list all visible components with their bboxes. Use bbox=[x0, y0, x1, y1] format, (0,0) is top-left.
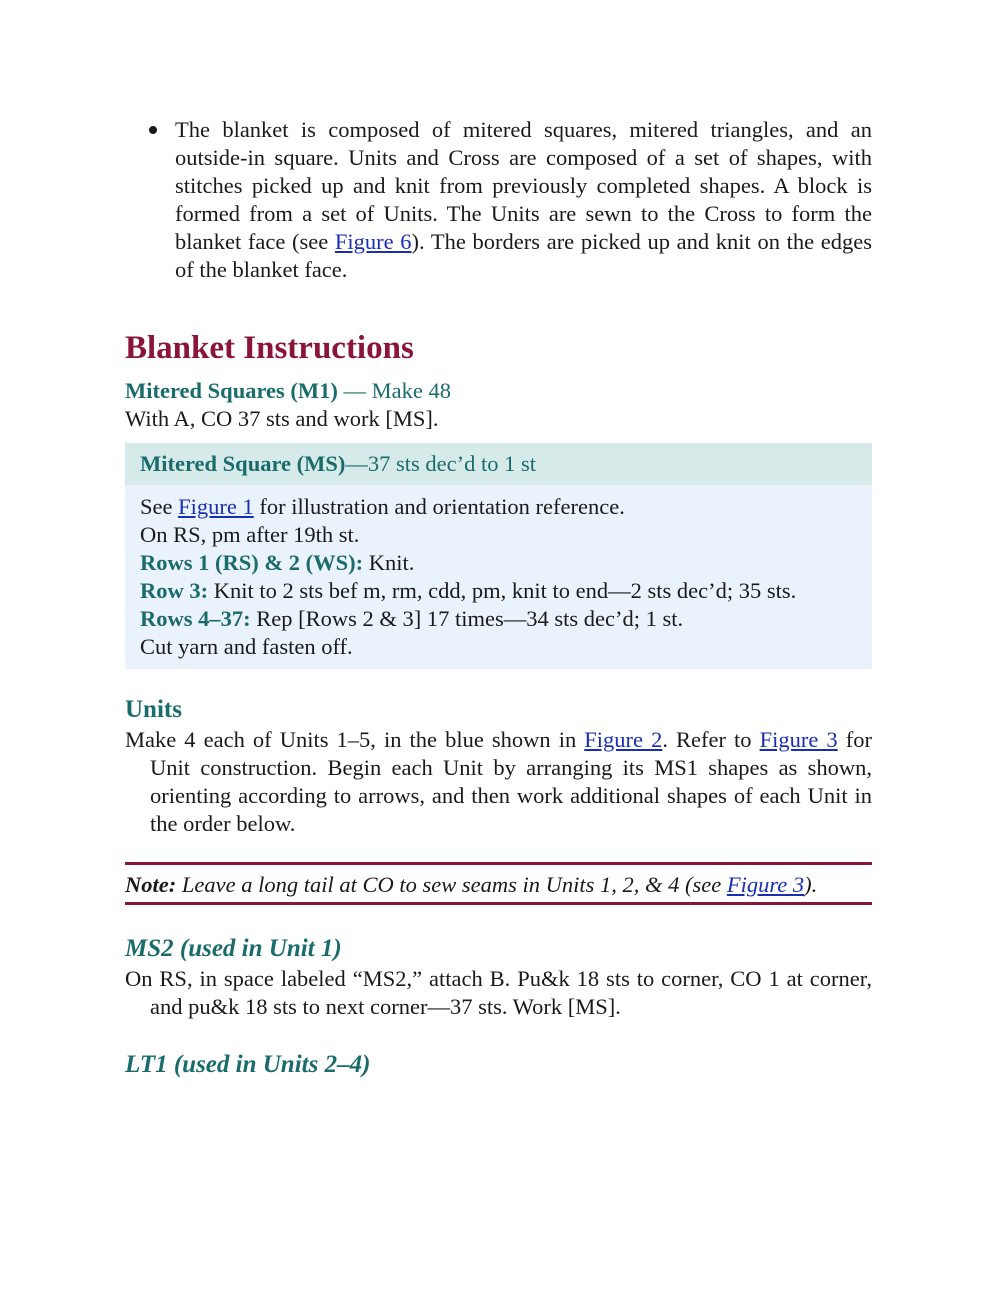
intro-text-end: ). The borders are picked up and knit on the edges of the blanket face. bbox=[175, 229, 872, 282]
box-line-figure-ref bbox=[140, 493, 857, 521]
note-figure-3-link[interactable]: Figure 3 bbox=[726, 872, 805, 897]
units-text-1: Make 4 each of Units 1–5, in the blue shown in bbox=[125, 727, 585, 752]
ms2-heading: MS2 (used in Unit 1) bbox=[125, 935, 342, 962]
note-end: ). bbox=[804, 872, 818, 897]
note-box bbox=[125, 862, 872, 905]
ms2-text: On RS, in space labeled “MS2,” attach B. Pu&k 18 sts to corner, CO 1 at corner, and pu&k 18 sts to next corner—37 sts. Work [MS]. bbox=[125, 966, 872, 1019]
units-heading: Units bbox=[125, 696, 182, 723]
intro-bullet-text bbox=[175, 116, 872, 284]
figure-1-link[interactable]: Figure 1 bbox=[178, 494, 254, 519]
mitered-squares-title: Mitered Squares (M1) bbox=[125, 378, 338, 403]
box-row-4-37 bbox=[140, 605, 857, 633]
box-row-3 bbox=[140, 577, 857, 605]
row-3-label: Row 3: bbox=[140, 578, 209, 603]
figure-2-link[interactable]: Figure 2 bbox=[584, 727, 663, 752]
units-text-2: . Refer to bbox=[662, 727, 760, 752]
box-title: Mitered Square (MS) bbox=[140, 451, 346, 476]
row-3-text: Knit to 2 sts bef m, rm, cdd, pm, knit to end—2 sts dec’d; 35 sts. bbox=[208, 578, 797, 603]
box-line-cut-yarn: Cut yarn and fasten off. bbox=[140, 634, 353, 659]
box-title-suffix: —37 sts dec’d to 1 st bbox=[345, 451, 537, 476]
mitered-squares-text: With A, CO 37 sts and work [MS]. bbox=[125, 406, 439, 431]
mitered-squares-suffix: — Make 48 bbox=[337, 378, 451, 403]
bullet-icon bbox=[149, 126, 157, 134]
mitered-square-box-header bbox=[125, 443, 872, 485]
units-text bbox=[125, 726, 872, 838]
figure-6-link[interactable]: Figure 6 bbox=[334, 229, 412, 254]
mitered-squares-heading bbox=[125, 377, 872, 405]
box-line-pm: On RS, pm after 19th st. bbox=[140, 522, 360, 547]
note-label: Note: bbox=[125, 872, 177, 897]
note-text: Leave a long tail at CO to sew seams in Units 1, 2, & 4 (see bbox=[176, 872, 727, 897]
figure-3-link[interactable]: Figure 3 bbox=[759, 727, 838, 752]
mitered-square-box-body bbox=[125, 485, 872, 669]
row-4-37-label: Rows 4–37: bbox=[140, 606, 251, 631]
box-row-1-2 bbox=[140, 549, 857, 577]
intro-text: The blanket is composed of mitered squares, mitered triangles, and an outside-in square. Units and Cross are composed of a set of shapes, with stitches picked up and knit from previously completed shapes. A block is formed from a set of Units. The Units are sewn to the Cross to form the blanket face (see bbox=[175, 117, 872, 254]
box-line1-pre: See bbox=[140, 494, 179, 519]
row-1-2-label: Rows 1 (RS) & 2 (WS): bbox=[140, 550, 364, 575]
lt1-heading: LT1 (used in Units 2–4) bbox=[125, 1051, 371, 1078]
units-text-3: for Unit construction. Begin each Unit by arranging its MS1 shapes as shown, orienting according to arrows, and then work additional shapes of each Unit in the order below. bbox=[150, 727, 872, 836]
row-4-37-text: Rep [Rows 2 & 3] 17 times—34 sts dec’d; 1 st. bbox=[250, 606, 684, 631]
blanket-instructions-heading: Blanket Instructions bbox=[125, 330, 414, 366]
intro-bullet-list bbox=[125, 116, 872, 284]
page-content bbox=[125, 116, 872, 1081]
row-1-2-text: Knit. bbox=[363, 550, 415, 575]
box-line1-post: for illustration and orientation reference. bbox=[253, 494, 625, 519]
mitered-square-box bbox=[125, 443, 872, 669]
